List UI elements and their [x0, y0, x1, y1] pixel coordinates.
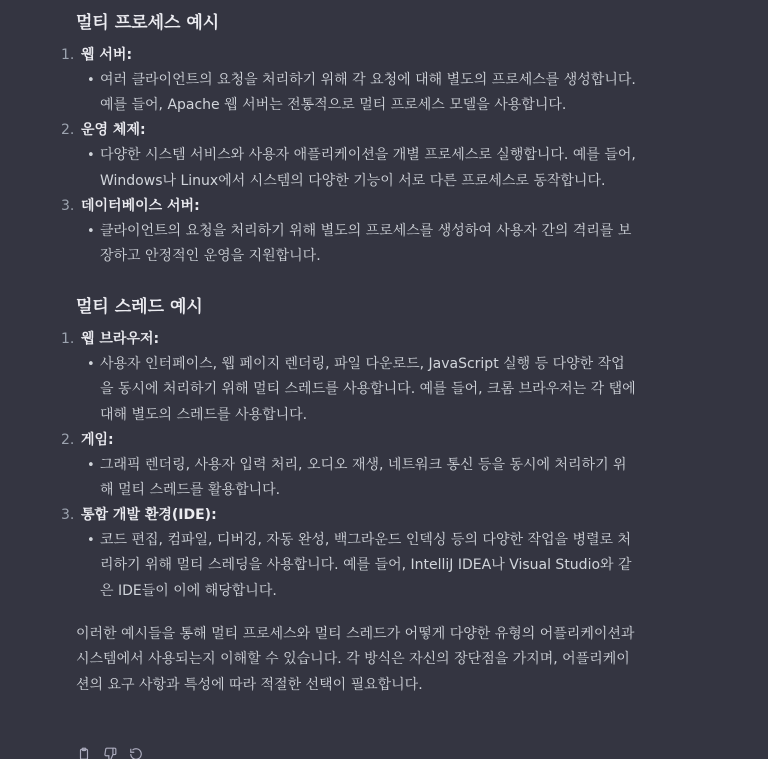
item-title: 게임: [81, 431, 114, 448]
item-description: • 클라이언트의 요청을 처리하기 위해 별도의 프로세스를 생성하여 사용자 간의 격리를 보장하고 안정적인 운영을 지원합니다. [100, 219, 636, 269]
list-item [61, 503, 636, 604]
list-number: 1. [61, 47, 75, 63]
example-list [61, 43, 636, 269]
list-number: 2. [61, 122, 75, 139]
regenerate-icon[interactable] [128, 746, 144, 759]
item-title: 통합 개발 환경(IDE): [81, 507, 217, 524]
list-number: 3. [61, 507, 75, 524]
item-title: 웹 브라우저: [81, 331, 160, 348]
list-number: 1. [61, 331, 75, 348]
list-item [61, 43, 636, 118]
section-heading: 멀티 스레드 예시 [76, 297, 203, 318]
item-title: 데이터베이스 서버: [81, 197, 200, 214]
intro-fragment [76, 0, 636, 3]
list-item [61, 118, 636, 193]
message-actions [76, 746, 144, 759]
section-heading: 멀티 프로세스 예시 [76, 13, 220, 33]
thumbs-down-icon[interactable] [102, 746, 118, 759]
item-description: • 다양한 시스템 서비스와 사용자 애플리케이션을 개별 프로세스로 실행합니다. 예를 들어, Windows나 Linux에서 시스템의 다양한 기능이 서로 다른 프로세스로 동작합니다. [100, 143, 636, 193]
example-list [61, 327, 636, 604]
item-description: • 사용자 인터페이스, 웹 페이지 렌더링, 파일 다운로드, JavaScript 실행 등 다양한 작업을 동시에 처리하기 위해 멀티 스레드를 사용합니다. 예를 들어, 크롬 브라우저는 각 탭에 대해 별도의 스레드를 사용합니다. [100, 352, 636, 428]
list-item [61, 194, 636, 269]
clipboard-icon[interactable] [76, 746, 92, 759]
list-item [61, 428, 636, 503]
item-description: • 여러 클라이언트의 요청을 처리하기 위해 각 요청에 대해 별도의 프로세스를 생성합니다. 예를 들어, Apache 웹 서버는 전통적으로 멀티 프로세스 모델을 사용합니다. [100, 68, 636, 118]
item-title: 웹 서버: [81, 47, 133, 63]
assistant-message [61, 0, 636, 712]
multi-thread-section [61, 291, 636, 604]
list-number: 3. [61, 197, 75, 214]
list-number: 2. [61, 431, 75, 448]
item-description: • 코드 편집, 컴파일, 디버깅, 자동 완성, 백그라운드 인덱싱 등의 다양한 작업을 병렬로 처리하기 위해 멀티 스레딩을 사용합니다. 예를 들어, IntelliJ IDEA나 Visual Studio와 같은 IDE들이 이에 해당합니다. [100, 528, 636, 604]
multi-process-section [61, 7, 636, 269]
conclusion-paragraph: 이러한 예시들을 통해 멀티 프로세스와 멀티 스레드가 어떻게 다양한 유형의 어플리케이션과 시스템에서 사용되는지 이해할 수 있습니다. 각 방식은 자신의 장단점을 가지며, 어플리케이션의 요구 사항과 특성에 따라 적절한 선택이 필요합니다. [76, 625, 635, 693]
item-title: 운영 체제: [81, 122, 146, 139]
list-item [61, 327, 636, 428]
item-description: • 그래픽 렌더링, 사용자 입력 처리, 오디오 재생, 네트워크 통신 등을 동시에 처리하기 위해 멀티 스레드를 활용합니다. [100, 453, 636, 503]
